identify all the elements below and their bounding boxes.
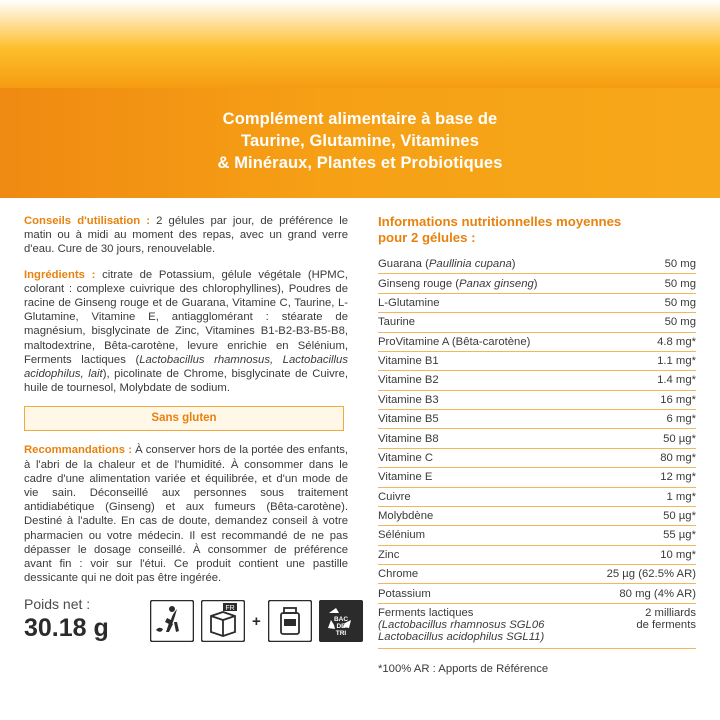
usage-text: 2 gélules par jour, de préférence le matin ou à midi au moment des repas, avec un grand verre d'eau. Cure de 30 jours, renouvelable. — [24, 215, 348, 256]
nutrient-name: Ginseng rouge (Panax ginseng) — [378, 274, 585, 293]
nutrient-name: Vitamine B8 — [378, 429, 585, 448]
bac-label-2: DE — [336, 623, 346, 630]
table-row — [378, 448, 696, 467]
page-title-line-2: Taurine, Glutamine, Vitamines — [241, 132, 479, 150]
table-row — [378, 390, 696, 409]
nutrient-value: 50 mg — [585, 293, 696, 312]
nutrient-value: 1.1 mg* — [585, 351, 696, 370]
top-gradient-band — [0, 0, 720, 88]
table-row — [378, 274, 696, 293]
nutrient-value: 50 mg — [585, 274, 696, 293]
nutrient-value: 50 µg* — [585, 429, 696, 448]
page-title — [0, 108, 720, 174]
nutrient-value: 1 mg* — [585, 487, 696, 506]
bac-de-tri-icon — [319, 600, 363, 642]
table-row — [378, 332, 696, 351]
ingredients-italic-1: Lactobacillus rhamnosus, Lactobacillus acidophilus, lait — [24, 353, 348, 381]
table-row — [378, 565, 696, 584]
nutrition-panel — [378, 214, 696, 675]
nutrient-value: 12 mg* — [585, 468, 696, 487]
recommendations-label: Recommandations : — [24, 444, 132, 457]
nutrient-value: 25 µg (62.5% AR) — [585, 565, 696, 584]
nutrient-name: Vitamine B1 — [378, 351, 585, 370]
footnote-wrap — [378, 648, 696, 675]
table-row — [378, 255, 696, 274]
nutrient-value: 16 mg* — [585, 390, 696, 409]
ferments-value-line-1: 2 milliards — [645, 606, 696, 619]
table-row — [378, 584, 696, 603]
nutrition-table — [378, 255, 696, 646]
nutrition-title-line-2: pour 2 gélules : — [378, 230, 476, 245]
nutrient-name: Vitamine B3 — [378, 390, 585, 409]
ferments-strain-2: Lactobacillus acidophilus SGL11) — [378, 630, 545, 643]
ferments-value — [585, 603, 696, 646]
nutrient-value: 4.8 mg* — [585, 332, 696, 351]
status-badge-gluten-free: Sans gluten — [24, 406, 344, 431]
ferments-name — [378, 603, 585, 646]
bac-label-1: BAC — [333, 616, 348, 623]
nutrient-value: 80 mg (4% AR) — [585, 584, 696, 603]
nutrient-name: Guarana (Paullinia cupana) — [378, 258, 516, 271]
nutrition-footnote: *100% AR : Apports de Référence — [378, 663, 549, 676]
nutrient-value: 50 mg — [664, 258, 696, 271]
recommendations-text: À conserver hors de la portée des enfants, à l'abri de la chaleur et de l'humidité. À consommer dans le cadre d'une alimentation variée et équilibrée, et d'un mode de vie sain. Déconseillé aux personnes sous traitement antidiabétique (Ginseng) et aux fumeurs (Bêta-carotène). Destiné à l'adulte. En cas de doute, demandez conseil à votre pharmacien ou votre médecin. Il est recommandé de ne pas dépasser le dosage conseillé. À consommer de préférence avant fin : voir sur l'étui. Ce produit contient une pastille dessicante qui ne doit pas être ingérée. — [24, 444, 348, 585]
table-row — [378, 526, 696, 545]
tidyman-icon — [150, 600, 194, 642]
nutrient-name: Cuivre — [378, 487, 585, 506]
nutrition-title-line-1: Informations nutritionnelles moyennes — [378, 214, 622, 229]
net-weight-value: 30.18 g — [24, 614, 109, 642]
left-column — [24, 214, 348, 596]
nutrient-name: Molybdène — [378, 506, 585, 525]
ferments-strain-1: (Lactobacillus rhamnosus SGL06 — [378, 618, 545, 631]
nutrient-name: Sélénium — [378, 526, 585, 545]
ferments-value-line-2: de ferments — [636, 618, 696, 631]
ferments-label: Ferments lactiques — [378, 606, 474, 619]
nutrient-value: 50 mg — [585, 313, 696, 332]
nutrient-name: Chrome — [378, 565, 585, 584]
picto-fr-label: FR — [225, 605, 235, 612]
table-row-ferments — [378, 603, 696, 646]
table-row — [378, 468, 696, 487]
ingredients-block — [24, 268, 348, 396]
bac-label-3: TRI — [335, 630, 347, 637]
picto-plus-sign: + — [252, 612, 261, 630]
nutrition-title — [378, 214, 696, 246]
nutrient-latin-name: Panax ginseng — [459, 277, 534, 290]
picto-group — [150, 600, 363, 642]
nutrient-value: 80 mg* — [585, 448, 696, 467]
nutrient-name: Vitamine C — [378, 448, 585, 467]
table-row — [378, 506, 696, 525]
table-row — [378, 371, 696, 390]
usage-label: Conseils d'utilisation : — [24, 215, 151, 227]
nutrient-value: 50 µg* — [585, 506, 696, 525]
table-row — [378, 313, 696, 332]
ingredients-text-2: ), picolinate de Chrome, bisglycinate de Cuivre, huile de tournesol, Molybdate de sodium. — [24, 368, 348, 395]
nutrient-name: Taurine — [378, 313, 585, 332]
page-title-line-3: & Minéraux, Plantes et Probiotiques — [217, 154, 503, 172]
ingredients-text-1: citrate de Potassium, gélule végétale (HPMC, colorant : complexe cuivrique des chlorophyllines), Poudres de racine de Ginseng rouge et de Guarana, Vitamine C, Taurine, L-Glutamine, Vitamine E, antiagglomérant : stéarate de magnésium, bisglycinate de Zinc, Vitamines B1-B2-B3-B5-B8, maltodextrine, Bêta-carotène, levure enrichie en Sélénium, Ferments lactiques ( — [24, 268, 349, 366]
nutrient-name: ProVitamine A (Bêta-carotène) — [378, 332, 585, 351]
nutrient-value: 1.4 mg* — [585, 371, 696, 390]
table-row — [378, 410, 696, 429]
nutrient-name: Vitamine B5 — [378, 410, 585, 429]
nutrient-value: 6 mg* — [585, 410, 696, 429]
carton-box-fr-icon — [201, 600, 245, 642]
pill-bottle-icon — [268, 600, 312, 642]
nutrient-name: Vitamine B2 — [378, 371, 585, 390]
table-row — [378, 351, 696, 370]
nutrient-value: 55 µg* — [585, 526, 696, 545]
net-weight-label: Poids net : — [24, 596, 91, 612]
usage-block — [24, 214, 348, 257]
nutrient-name: Zinc — [378, 545, 585, 564]
ingredients-label: Ingrédients : — [24, 268, 96, 281]
nutrient-name: Vitamine E — [378, 468, 585, 487]
recommendations-block — [24, 443, 348, 585]
page-title-line-1: Complément alimentaire à base de — [222, 110, 498, 128]
table-row — [378, 293, 696, 312]
nutrient-latin-name: Paullinia cupana — [428, 258, 512, 271]
table-row — [378, 545, 696, 564]
table-row — [378, 429, 696, 448]
nutrient-value: 10 mg* — [585, 545, 696, 564]
nutrient-name: Potassium — [378, 584, 585, 603]
nutrient-name: L-Glutamine — [378, 293, 585, 312]
table-row — [378, 487, 696, 506]
